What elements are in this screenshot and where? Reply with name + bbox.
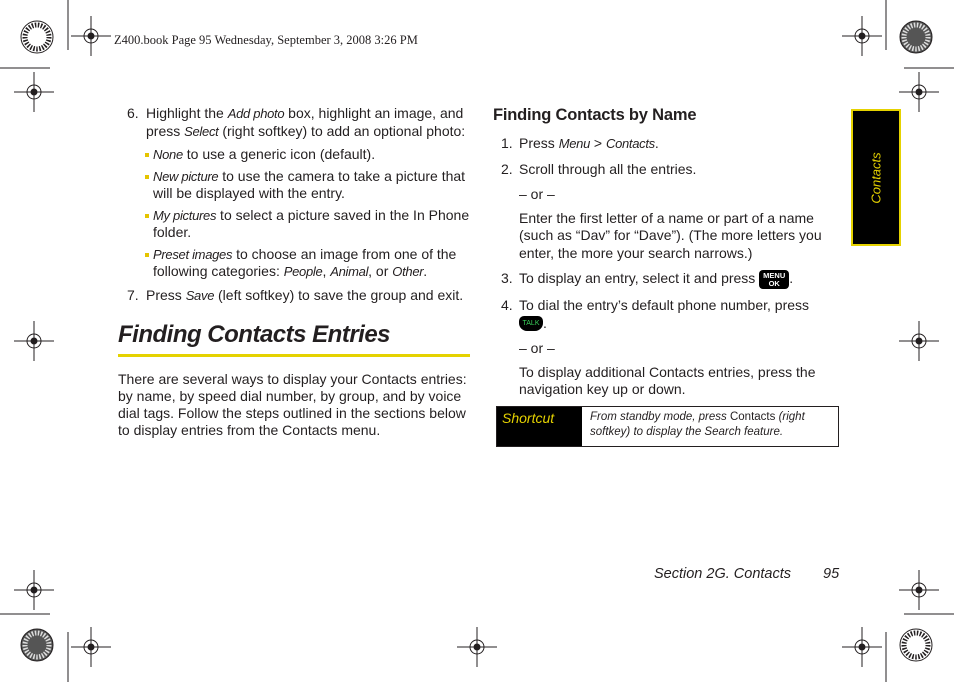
- or-separator: – or –: [519, 186, 555, 202]
- keyword: Contacts: [605, 136, 655, 151]
- step-7: [118, 287, 470, 305]
- key-label: MENU: [763, 271, 786, 280]
- keyword: Contacts: [729, 411, 776, 423]
- chapter-side-tab: [851, 109, 901, 246]
- step-text: .: [654, 135, 659, 151]
- subsection-heading: Finding Contacts by Name: [493, 106, 697, 124]
- alt-instruction: To display additional Contacts entries, press the navigation key up or down.: [519, 363, 816, 397]
- bullet-text: , or: [368, 263, 393, 279]
- bullet-marker: [145, 175, 149, 179]
- bullet-new-picture: [118, 168, 470, 203]
- step-2: [493, 161, 839, 179]
- bullet-marker: [145, 214, 149, 218]
- step-text: To dial the entry’s default phone number, press: [519, 297, 810, 313]
- keyword: Add photo: [227, 106, 285, 121]
- keyword: Other: [392, 264, 424, 279]
- bullet-text: to use a generic icon (default).: [182, 146, 376, 162]
- step-number: 4.: [501, 297, 513, 313]
- bullet-marker: [145, 253, 149, 257]
- intro-paragraph: There are several ways to display your Contacts entries: by name, by speed dial number, by group, and by voice dial tags. Follow the steps outlined in the sections below to display entries from the Contacts menu.: [118, 371, 467, 438]
- bullet-preset-images: [118, 246, 470, 281]
- side-tab-label: Contacts: [868, 151, 884, 204]
- step-1: [493, 135, 839, 153]
- step-number: 1.: [501, 135, 513, 151]
- step-6: [118, 105, 470, 140]
- step-text: (right softkey) to add an optional photo:: [218, 122, 466, 139]
- menu-arrow: >: [590, 135, 606, 151]
- keyword: People: [283, 264, 323, 279]
- bullet-marker: [145, 153, 149, 157]
- footer-section: Section 2G. Contacts: [654, 566, 792, 582]
- step-4: [493, 297, 839, 332]
- keyword: Preset images: [153, 246, 233, 262]
- bullet-my-pictures: [118, 207, 470, 242]
- left-column: [118, 105, 470, 439]
- shortcut-text-part: From standby mode, press: [590, 411, 730, 423]
- bullet-text: to choose an image from one of the following categories:: [153, 245, 457, 279]
- print-header: Z400.book Page 95 Wednesday, September 3, 2008 3:26 PM: [114, 33, 418, 47]
- talk-key-icon: TALK: [519, 316, 543, 331]
- keyword: Select: [184, 123, 219, 139]
- step-3: [493, 270, 839, 289]
- keyword: Menu: [558, 136, 591, 151]
- step-text: To display an entry, select it and press: [519, 270, 760, 287]
- bullet-none: [118, 146, 470, 164]
- step-text: (left softkey) to save the group and exit.: [214, 286, 464, 303]
- step-number: 7.: [127, 286, 139, 303]
- shortcut-text: [582, 407, 838, 446]
- keyword: None: [153, 147, 183, 162]
- step-number: 6.: [127, 105, 139, 121]
- step-text: box, highlight an image, and press: [146, 105, 464, 139]
- step-text: .: [543, 314, 547, 331]
- key-label: OK: [768, 279, 780, 288]
- step-text: Scroll through all the entries.: [519, 160, 697, 177]
- page-footer: [654, 566, 839, 582]
- shortcut-box: [496, 406, 839, 447]
- step-text: Highlight the: [146, 105, 228, 121]
- step-number: 3.: [501, 270, 513, 286]
- right-column: [493, 105, 839, 405]
- heading-rule: [118, 354, 470, 357]
- bullet-text: to use the camera to take a picture that will be displayed with the entry.: [153, 167, 466, 201]
- bullet-text: to select a picture saved in the In Phone folder.: [153, 206, 470, 240]
- or-separator: – or –: [519, 340, 555, 356]
- keyword: Animal: [330, 264, 369, 279]
- section-heading: Finding Contacts Entries: [118, 321, 391, 348]
- page-number: 95: [823, 566, 840, 582]
- step-text: Press: [519, 135, 559, 151]
- keyword: New picture: [153, 168, 219, 184]
- alt-instruction: Enter the first letter of a name or part of a name (such as “Dav” for “Dave”). (The more letters you enter, the more your search narrows.): [519, 209, 822, 261]
- shortcut-text-part: (right softkey) to display the Search feature.: [590, 411, 805, 438]
- menu-ok-key-icon: [759, 270, 789, 289]
- step-text: Press: [146, 286, 186, 303]
- bullet-text: .: [423, 263, 428, 279]
- shortcut-label: Shortcut: [497, 407, 582, 446]
- bullet-text: ,: [322, 263, 331, 279]
- keyword: Save: [185, 287, 215, 303]
- step-number: 2.: [501, 160, 513, 177]
- step-text: .: [789, 270, 794, 287]
- keyword: My pictures: [153, 207, 217, 223]
